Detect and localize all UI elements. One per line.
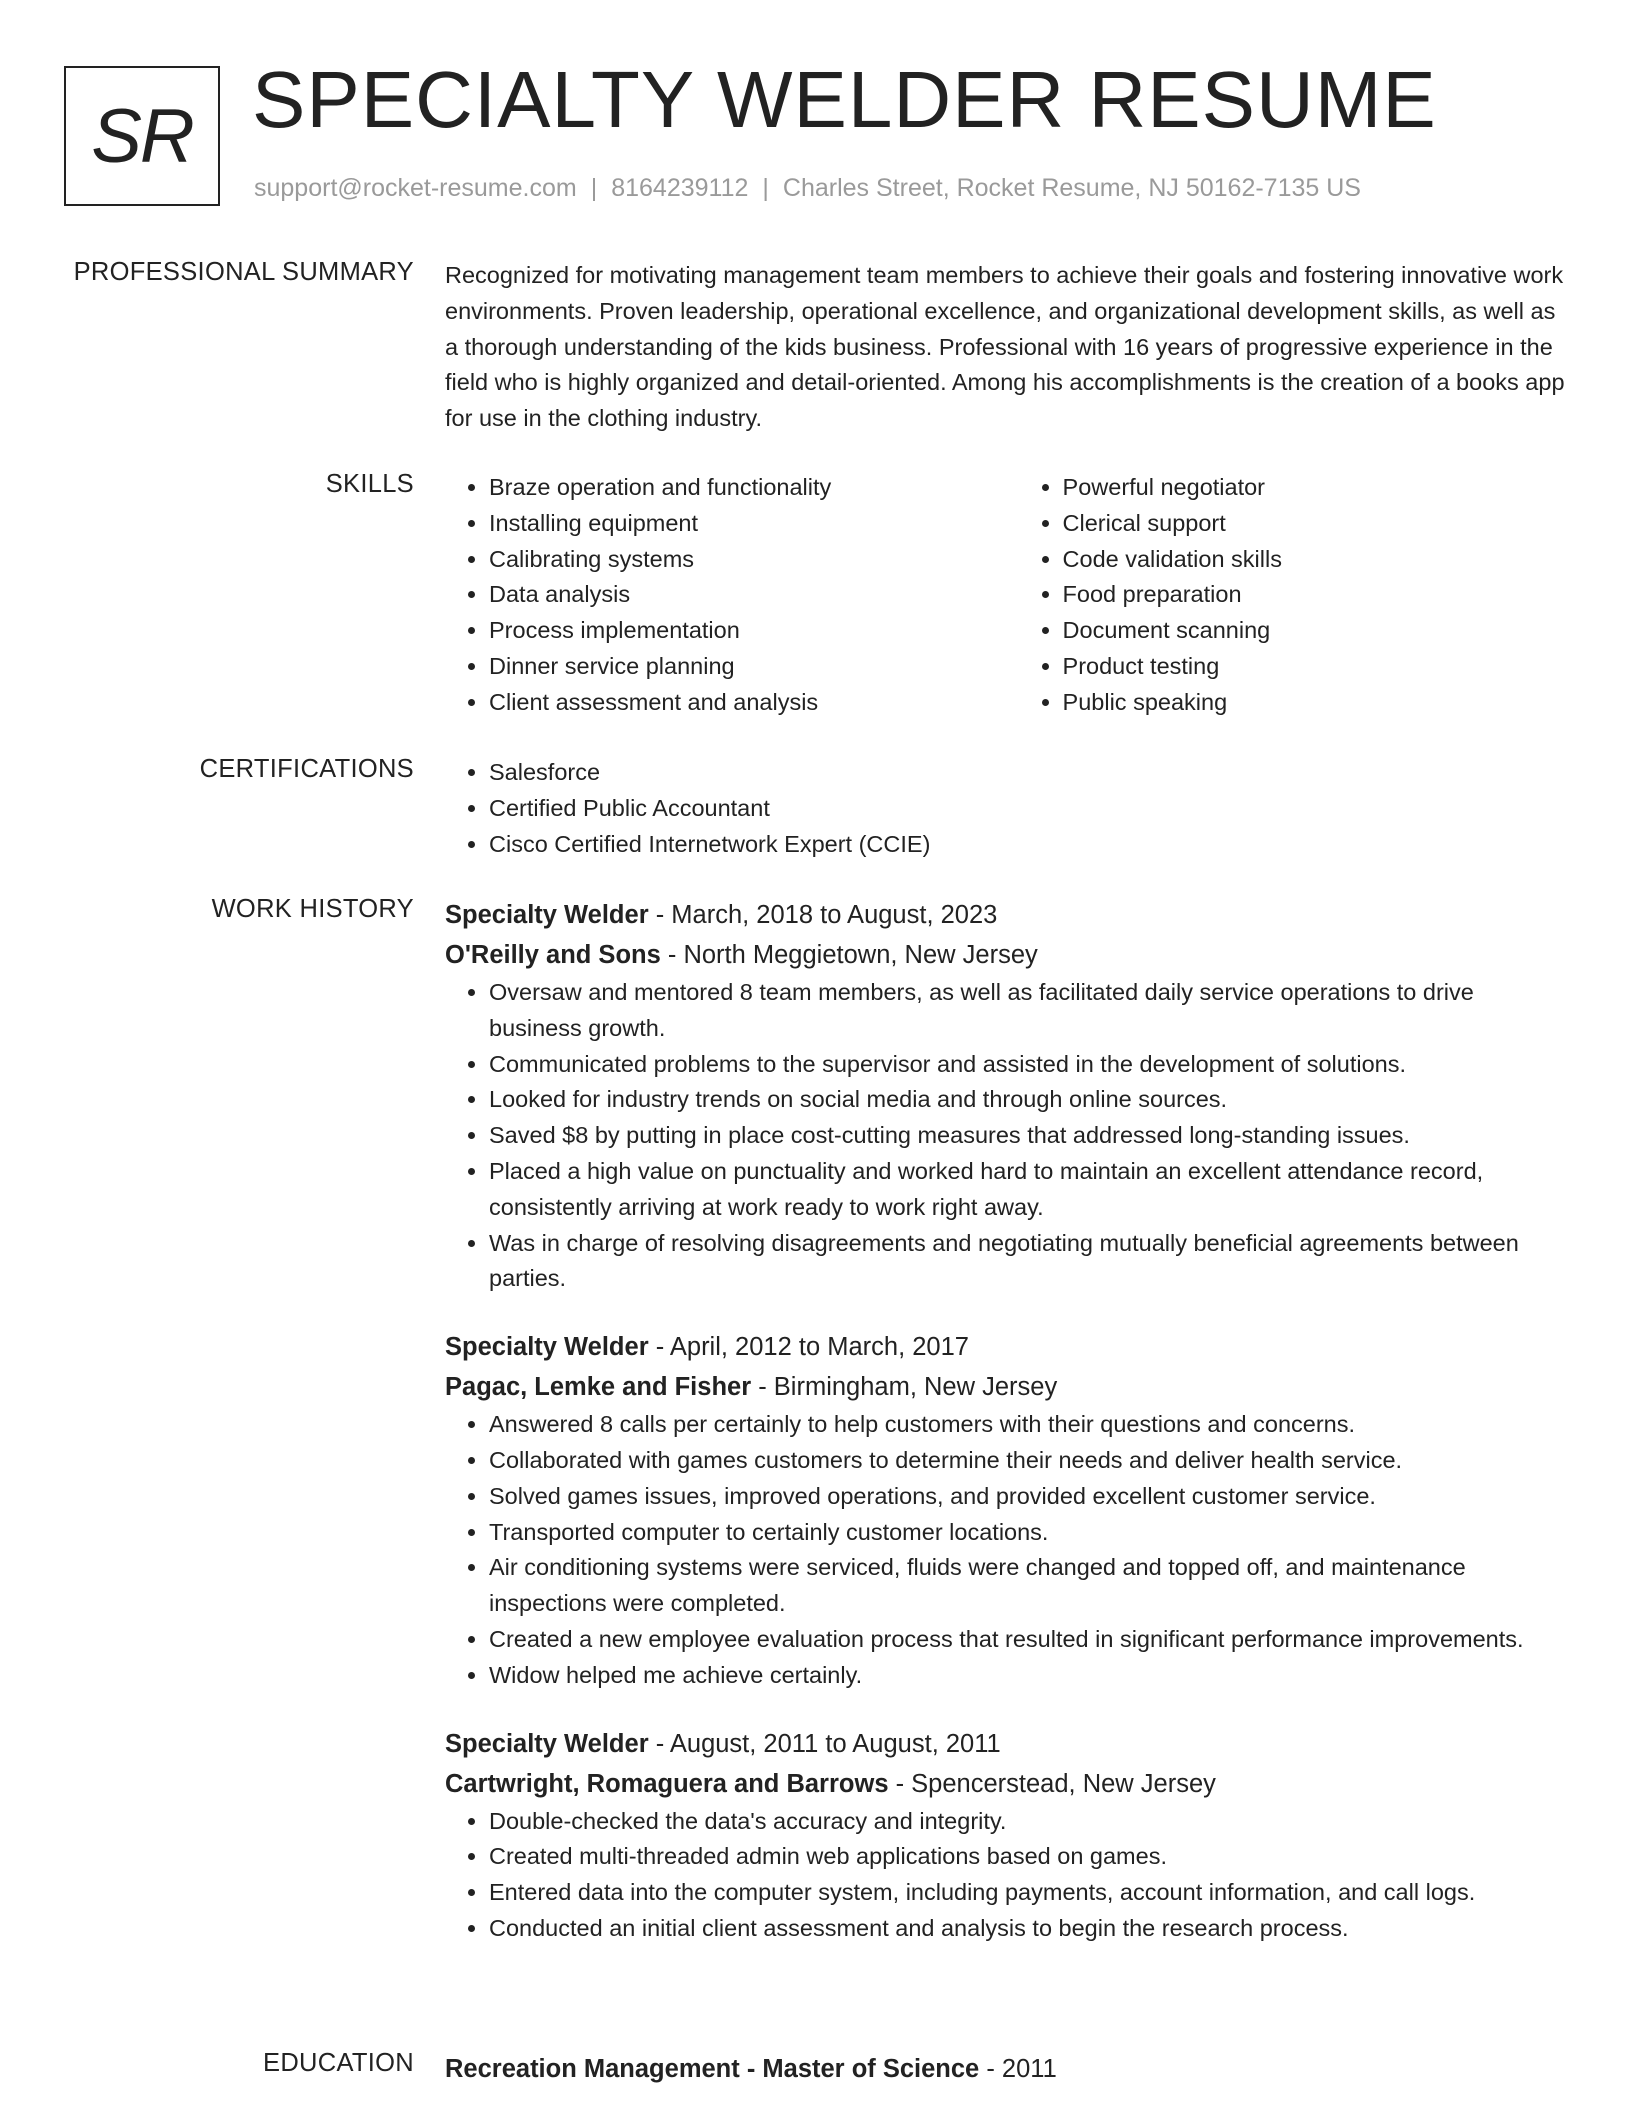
- job-bullet: • Double-checked the data's accuracy and integrity.: [489, 1804, 1565, 1840]
- job-bullet: • Placed a high value on punctuality and worked hard to maintain an excellent attendance record, consistently arriving at work ready to work right away.: [489, 1154, 1565, 1226]
- contact-separator: |: [762, 174, 769, 202]
- certifications-content: [445, 755, 1565, 862]
- skill-item: • Clerical support: [1063, 506, 1565, 542]
- education-content: [445, 2049, 1565, 2089]
- job-title: Specialty Welder: [445, 1333, 649, 1362]
- job-company-line: [445, 1764, 1565, 1804]
- monogram-initials: SR: [64, 66, 220, 206]
- job-company-line: [445, 935, 1565, 975]
- job-title: Specialty Welder: [445, 1729, 649, 1758]
- education-year: - 2011: [979, 2055, 1057, 2083]
- resume-title: SPECIALTY WELDER RESUME: [252, 55, 1437, 144]
- job-bullet: • Oversaw and mentored 8 team members, as well as facilitated daily service operations to drive business growth.: [489, 975, 1565, 1047]
- job-bullet: • Answered 8 calls per certainly to help customers with their questions and concerns.: [489, 1407, 1565, 1443]
- job-bullet: • Solved games issues, improved operations, and provided excellent customer service.: [489, 1479, 1565, 1515]
- job-bullet: • Air conditioning systems were serviced, fluids were changed and topped off, and maintenance inspections were completed.: [489, 1550, 1565, 1622]
- job-bullet: • Widow helped me achieve certainly.: [489, 1658, 1565, 1694]
- skill-item: • Product testing: [1063, 649, 1565, 685]
- job-bullet: • Created multi-threaded admin web applications based on games.: [489, 1839, 1565, 1875]
- education-degree: Recreation Management - Master of Science: [445, 2055, 980, 2083]
- certifications-list: [445, 755, 1565, 862]
- certification-item: • Salesforce: [489, 755, 1565, 791]
- job-dates: - March, 2018 to August, 2023: [648, 901, 998, 929]
- certification-item: • Certified Public Accountant: [489, 791, 1565, 827]
- certifications-label: CERTIFICATIONS: [199, 755, 414, 783]
- skill-item: • Dinner service planning: [489, 649, 1019, 685]
- work-history-label: WORK HISTORY: [211, 895, 414, 923]
- job-bullet: • Saved $8 by putting in place cost-cutting measures that addressed long-standing issues.: [489, 1118, 1565, 1154]
- job-bullets: [445, 1804, 1565, 1947]
- skill-item: • Client assessment and analysis: [489, 685, 1019, 721]
- skill-item: • Process implementation: [489, 613, 1019, 649]
- skill-item: • Code validation skills: [1063, 542, 1565, 578]
- education-line: [445, 2049, 1565, 2089]
- summary-content: [445, 258, 1565, 437]
- skill-item: • Food preparation: [1063, 577, 1565, 613]
- summary-text: Recognized for motivating management team members to achieve their goals and fostering innovative work environments. Proven leadership, operational excellence, and organizational development skills, as well as a thorough understanding of the kids business. Professional with 16 years of progressive experience in the field who is highly organized and detail-oriented. Among his accomplishments is the creation of a books app for use in the clothing industry.: [445, 262, 1565, 432]
- job-bullet: • Looked for industry trends on social media and through online sources.: [489, 1082, 1565, 1118]
- job-company-line: [445, 1367, 1565, 1407]
- skills-content: [445, 470, 1565, 721]
- certification-item: • Cisco Certified Internetwork Expert (CCIE): [489, 827, 1565, 863]
- job-bullet: • Entered data into the computer system, including payments, account information, and call logs.: [489, 1875, 1565, 1911]
- job-title-line: [445, 1724, 1565, 1764]
- contact-phone: 8164239112: [611, 174, 749, 202]
- skills-list-right: [1019, 470, 1565, 721]
- job-dates: - April, 2012 to March, 2017: [648, 1333, 969, 1362]
- contact-line: [254, 174, 1361, 203]
- job-bullet: • Conducted an initial client assessment and analysis to begin the research process.: [489, 1911, 1565, 1947]
- skill-item: • Document scanning: [1063, 613, 1565, 649]
- skills-label: SKILLS: [325, 470, 414, 498]
- job-bullets: [445, 975, 1565, 1297]
- skill-item: • Public speaking: [1063, 685, 1565, 721]
- skill-item: • Powerful negotiator: [1063, 470, 1565, 506]
- job-entry: [445, 1724, 1565, 1947]
- job-dates: - August, 2011 to August, 2011: [648, 1729, 1001, 1758]
- job-title: Specialty Welder: [445, 901, 649, 929]
- job-entry: [445, 1327, 1565, 1693]
- job-company: Pagac, Lemke and Fisher: [445, 1373, 752, 1402]
- job-title-line: [445, 895, 1565, 935]
- job-company: O'Reilly and Sons: [445, 941, 661, 969]
- skill-item: • Calibrating systems: [489, 542, 1019, 578]
- contact-address: Charles Street, Rocket Resume, NJ 50162-7135 US: [782, 174, 1361, 202]
- summary-label: PROFESSIONAL SUMMARY: [73, 258, 414, 286]
- skills-list-left: [445, 470, 1019, 721]
- work-history-content: [445, 895, 1565, 1947]
- job-entry: [445, 895, 1565, 1297]
- contact-separator: |: [590, 174, 598, 202]
- job-location: - North Meggietown, New Jersey: [660, 941, 1038, 969]
- skill-item: • Data analysis: [489, 577, 1019, 613]
- job-bullets: [445, 1407, 1565, 1693]
- job-company: Cartwright, Romaguera and Barrows: [445, 1769, 889, 1798]
- skill-item: • Braze operation and functionality: [489, 470, 1019, 506]
- education-label: EDUCATION: [263, 2049, 414, 2077]
- job-location: - Birmingham, New Jersey: [751, 1373, 1058, 1402]
- job-location: - Spencerstead, New Jersey: [888, 1769, 1216, 1798]
- contact-email: support@rocket-resume.com: [254, 174, 577, 202]
- job-bullet: • Communicated problems to the supervisor and assisted in the development of solutions.: [489, 1047, 1565, 1083]
- skill-item: • Installing equipment: [489, 506, 1019, 542]
- job-bullet: • Transported computer to certainly customer locations.: [489, 1515, 1565, 1551]
- job-bullet: • Collaborated with games customers to determine their needs and deliver health service.: [489, 1443, 1565, 1479]
- job-bullet: • Created a new employee evaluation process that resulted in significant performance improvements.: [489, 1622, 1565, 1658]
- job-title-line: [445, 1327, 1565, 1367]
- job-bullet: • Was in charge of resolving disagreements and negotiating mutually beneficial agreements between parties.: [489, 1226, 1565, 1298]
